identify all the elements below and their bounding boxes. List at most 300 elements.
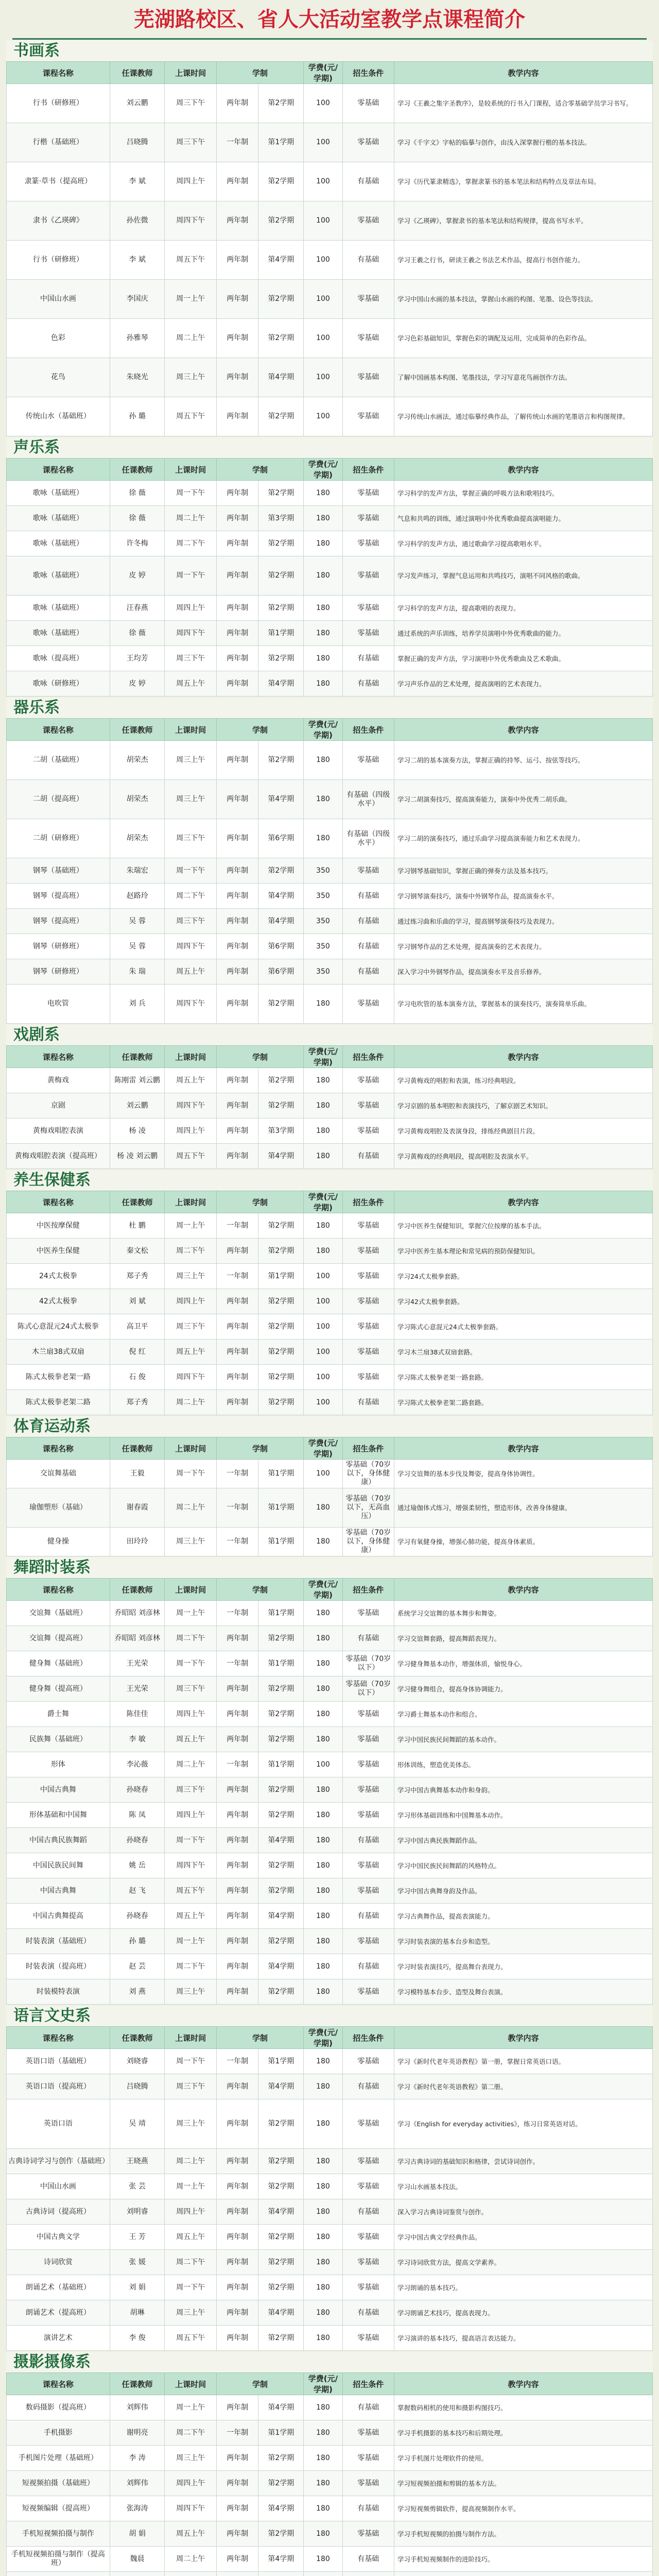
column-header: 课程名称	[7, 1437, 110, 1460]
duration: 两年制	[216, 1979, 258, 2005]
section-title: 舞蹈时装系	[6, 1557, 653, 1578]
content: 系统学习交谊舞的基本舞步和舞姿。	[394, 1601, 652, 1626]
duration: 两年制	[216, 985, 258, 1024]
column-header: 教学内容	[394, 719, 652, 741]
section-8	[6, 2352, 653, 2576]
tuition	[304, 2572, 342, 2576]
teacher: 徐 薇	[110, 481, 165, 506]
content: 学习交谊舞套路，提高舞蹈表现力。	[394, 1626, 652, 1651]
content: 学习京剧的基本唱腔和表演技巧，了解京剧艺术知识。	[394, 1093, 652, 1118]
class-time: 周二上午	[165, 1752, 216, 1777]
term: 第4学期	[258, 780, 304, 819]
table-row	[7, 1727, 653, 1752]
column-header: 学费(元/学期)	[304, 459, 342, 481]
term: 第4学期	[258, 2395, 304, 2420]
class-time: 周四下午	[165, 934, 216, 959]
course-table	[6, 1045, 653, 1169]
duration: 两年制	[216, 2174, 258, 2199]
table-row	[7, 481, 653, 506]
tuition: 180	[304, 2149, 342, 2174]
duration: 两年制	[216, 2300, 258, 2326]
class-time	[165, 2572, 216, 2576]
content: 学习形体基础训练和中国舞基本动作。	[394, 1803, 652, 1828]
requirement: 有基础	[342, 2496, 394, 2521]
table-row	[7, 1828, 653, 1853]
column-header: 教学内容	[394, 1579, 652, 1601]
duration: 两年制	[216, 2099, 258, 2149]
content: 学习中国古典舞基本动作和身韵。	[394, 1777, 652, 1803]
table-row	[7, 2572, 653, 2576]
table-row	[7, 1213, 653, 1239]
content: 气息和共鸣的训练，通过演唱中外优秀歌曲提高演唱能力。	[394, 506, 652, 531]
term: 第2学期	[258, 2275, 304, 2300]
table-header	[7, 1437, 653, 1460]
table-row	[7, 1853, 653, 1878]
requirement: 有基础	[342, 2300, 394, 2326]
duration: 两年制	[216, 1929, 258, 1954]
course-name: 英语口语（提高班）	[7, 2074, 110, 2099]
course-name: 钢琴（研修班）	[7, 934, 110, 959]
requirement: 零基础	[342, 1777, 394, 1803]
class-time: 周四上午	[165, 2471, 216, 2496]
column-header: 学制	[216, 2027, 303, 2049]
requirement: 零基础	[342, 280, 394, 319]
content: 学习黄梅戏唱腔及表演身段，排练经典剧目片段。	[394, 1118, 652, 1144]
course-name: 中国古典民族舞蹈	[7, 1828, 110, 1853]
requirement: 有基础	[342, 1144, 394, 1169]
course-name: 钢琴（提高班）	[7, 884, 110, 909]
teacher: 汪春燕	[110, 596, 165, 621]
table-row	[7, 2496, 653, 2521]
term: 第2学期	[258, 1213, 304, 1239]
duration: 两年制	[216, 2326, 258, 2351]
course-name: 手机摄影	[7, 2420, 110, 2446]
table-row	[7, 2326, 653, 2351]
course-name: 英语口语	[7, 2099, 110, 2149]
class-time: 周四下午	[165, 1093, 216, 1118]
duration: 两年制	[216, 1144, 258, 1169]
requirement: 有基础	[342, 646, 394, 671]
content: 学习24式太极拳套路。	[394, 1264, 652, 1289]
column-header: 教学内容	[394, 1046, 652, 1068]
requirement: 零基础	[342, 1803, 394, 1828]
section-title: 书画系	[6, 41, 653, 61]
duration: 一年制	[216, 1528, 258, 1556]
class-time: 周三下午	[165, 84, 216, 123]
teacher: 孙晓春	[110, 1904, 165, 1929]
term: 第2学期	[258, 985, 304, 1024]
duration: 两年制	[216, 2446, 258, 2471]
tuition: 180	[304, 596, 342, 621]
tuition: 180	[304, 1144, 342, 1169]
requirement: 零基础	[342, 84, 394, 123]
table-row	[7, 1651, 653, 1676]
teacher: 魏晨	[110, 2547, 165, 2572]
column-header: 学费(元/学期)	[304, 1579, 342, 1601]
class-time: 周三下午	[165, 123, 216, 162]
content: 学习声乐作品的艺术处理，提高演唱的艺术表现力。	[394, 671, 652, 697]
column-header: 任课教师	[110, 62, 165, 84]
teacher: 李国庆	[110, 280, 165, 319]
course-table	[6, 1437, 653, 1556]
term: 第4学期	[258, 1828, 304, 1853]
table-row	[7, 858, 653, 884]
content: 学习交谊舞的基本步伐及舞姿，提高身体协调性。	[394, 1460, 652, 1488]
class-time: 周四上午	[165, 1803, 216, 1828]
section-title: 戏剧系	[6, 1025, 653, 1045]
tuition: 180	[304, 1777, 342, 1803]
course-name: 交谊舞（基础班）	[7, 1601, 110, 1626]
content: 学习中国古典文学经典作品。	[394, 2225, 652, 2250]
content: 学习科学的发声方法，提高歌唱的表现力。	[394, 596, 652, 621]
tuition: 180	[304, 2199, 342, 2225]
duration: 两年制	[216, 1904, 258, 1929]
section-5	[6, 1416, 653, 1556]
class-time: 周三下午	[165, 2074, 216, 2099]
section-1	[6, 437, 653, 697]
tuition: 180	[304, 1626, 342, 1651]
teacher: 李 敏	[110, 1727, 165, 1752]
table-row	[7, 1340, 653, 1365]
table-header	[7, 719, 653, 741]
requirement: 零基础	[342, 1213, 394, 1239]
duration: 一年制	[216, 2420, 258, 2446]
teacher: 孙 璐	[110, 397, 165, 436]
requirement: 零基础	[342, 481, 394, 506]
column-header: 课程名称	[7, 1579, 110, 1601]
content: 学习钢琴作品的艺术处理，提高演奏的艺术表现力。	[394, 934, 652, 959]
course-name: 行书（研修班）	[7, 241, 110, 280]
duration: 两年制	[216, 280, 258, 319]
term: 第2学期	[258, 84, 304, 123]
class-time: 周四上午	[165, 1702, 216, 1727]
requirement: 有基础	[342, 671, 394, 697]
class-time: 周五上午	[165, 959, 216, 985]
content: 通过练习曲和乐曲的学习，提高钢琴演奏技巧及表现力。	[394, 909, 652, 934]
teacher: 谢明亮	[110, 2420, 165, 2446]
table-row	[7, 2547, 653, 2572]
content: 学习手机摄影的基本技巧和后期处理。	[394, 2420, 652, 2446]
table-row	[7, 1488, 653, 1528]
column-header: 招生条件	[342, 1191, 394, 1213]
term: 第1学期	[258, 621, 304, 646]
class-time: 周二下午	[165, 2250, 216, 2275]
course-name: 行书（研修班）	[7, 84, 110, 123]
course-name: 爵士舞	[7, 1702, 110, 1727]
column-header: 学费(元/学期)	[304, 1046, 342, 1068]
table-row	[7, 1676, 653, 1702]
course-table	[6, 1578, 653, 2005]
column-header: 课程名称	[7, 1046, 110, 1068]
requirement: 有基础	[342, 1626, 394, 1651]
requirement	[342, 2572, 394, 2576]
tuition: 180	[304, 1601, 342, 1626]
term: 第2学期	[258, 2225, 304, 2250]
course-name: 时装表演（提高班）	[7, 1954, 110, 1979]
tuition: 180	[304, 780, 342, 819]
duration: 一年制	[216, 1264, 258, 1289]
content: 学习《千字文》字帖的临摹与创作，由浅入深掌握行楷的基本技法。	[394, 123, 652, 162]
duration: 两年制	[216, 2521, 258, 2547]
duration: 两年制	[216, 780, 258, 819]
class-time: 周三下午	[165, 646, 216, 671]
column-header: 任课教师	[110, 1046, 165, 1068]
table-row	[7, 1068, 653, 1093]
term: 第2学期	[258, 1979, 304, 2005]
duration: 两年制	[216, 646, 258, 671]
class-time: 周五上午	[165, 2225, 216, 2250]
table-row	[7, 280, 653, 319]
duration: 两年制	[216, 506, 258, 531]
column-header: 课程名称	[7, 2373, 110, 2395]
table-row	[7, 241, 653, 280]
content: 学习木兰扇38式双扇套路。	[394, 1340, 652, 1365]
teacher: 吴 蓉	[110, 934, 165, 959]
content: 学习中国古典舞身韵及作品。	[394, 1878, 652, 1904]
content: 学习陈式心意混元24式太极拳套路。	[394, 1314, 652, 1340]
column-header: 上课时间	[165, 1191, 216, 1213]
term: 第2学期	[258, 481, 304, 506]
tuition: 180	[304, 2049, 342, 2074]
requirement: 有基础	[342, 2395, 394, 2420]
tuition: 100	[304, 1314, 342, 1340]
content: 掌握正确的发声方法，学习演唱中外优秀歌曲及艺术歌曲。	[394, 646, 652, 671]
content: 学习传统山水画法，通过临摹经典作品，了解传统山水画的笔墨语言和构图规律。	[394, 397, 652, 436]
course-table	[6, 2372, 653, 2576]
table-row	[7, 1144, 653, 1169]
teacher: 孙晓春	[110, 1777, 165, 1803]
class-time: 周三上午	[165, 2300, 216, 2326]
teacher: 胡荣杰	[110, 780, 165, 819]
content: 学习短视频剪辑软件，提高视频制作水平。	[394, 2496, 652, 2521]
table-row	[7, 1777, 653, 1803]
course-name: 陈式心意混元24式太极拳	[7, 1314, 110, 1340]
term: 第1学期	[258, 1601, 304, 1626]
course-name: 交谊舞（提高班）	[7, 1626, 110, 1651]
teacher: 谢春霞	[110, 1488, 165, 1528]
content: 学习演讲的基本技巧，提高语言表达能力。	[394, 2326, 652, 2351]
duration: 两年制	[216, 1314, 258, 1340]
table-row	[7, 2300, 653, 2326]
teacher: 刘 斌	[110, 1289, 165, 1314]
content: 学习健身舞基本动作，增强体质，愉悦身心。	[394, 1651, 652, 1676]
column-header: 学费(元/学期)	[304, 2027, 342, 2049]
requirement: 零基础	[342, 596, 394, 621]
duration: 两年制	[216, 1626, 258, 1651]
table-row	[7, 2521, 653, 2547]
class-time: 周三上午	[165, 358, 216, 397]
content: 学习中国民族民间舞蹈的风格特点。	[394, 1853, 652, 1878]
teacher: 刘晓睿	[110, 2049, 165, 2074]
tuition: 180	[304, 621, 342, 646]
requirement: 零基础	[342, 1702, 394, 1727]
teacher: 王均芳	[110, 646, 165, 671]
duration: 两年制	[216, 959, 258, 985]
table-header	[7, 1046, 653, 1068]
section-title: 器乐系	[6, 698, 653, 718]
table-row	[7, 556, 653, 596]
term: 第2学期	[258, 556, 304, 596]
tuition: 180	[304, 985, 342, 1024]
requirement: 有基础	[342, 884, 394, 909]
requirement: 有基础	[342, 2547, 394, 2572]
duration: 一年制	[216, 1460, 258, 1488]
teacher: 刘 兵	[110, 985, 165, 1024]
term: 第2学期	[258, 741, 304, 780]
content: 学习中国古典民族舞蹈作品。	[394, 1828, 652, 1853]
teacher: 刘辉伟	[110, 2471, 165, 2496]
term: 第2学期	[258, 1702, 304, 1727]
term: 第2学期	[258, 1068, 304, 1093]
column-header: 学制	[216, 1437, 303, 1460]
course-name: 花鸟	[7, 358, 110, 397]
content: 学习时装表演技巧，提高舞台表现力。	[394, 1954, 652, 1979]
course-name: 歌咏（基础班）	[7, 556, 110, 596]
requirement: 零基础	[342, 985, 394, 1024]
column-header: 学费(元/学期)	[304, 1437, 342, 1460]
requirement: 零基础	[342, 397, 394, 436]
class-time: 周三上午	[165, 1264, 216, 1289]
requirement: 零基础	[342, 2471, 394, 2496]
teacher: 皮 婷	[110, 556, 165, 596]
requirement: 有基础	[342, 1904, 394, 1929]
section-7	[6, 2006, 653, 2351]
term: 第4学期	[258, 2074, 304, 2099]
class-time: 周二上午	[165, 2547, 216, 2572]
tuition: 180	[304, 1828, 342, 1853]
teacher: 胡琳	[110, 2300, 165, 2326]
duration: 两年制	[216, 858, 258, 884]
teacher: 胡荣杰	[110, 741, 165, 780]
tuition: 100	[304, 397, 342, 436]
duration: 两年制	[216, 909, 258, 934]
content: 学习时装表演的基本台步和造型。	[394, 1929, 652, 1954]
content: 学习钢琴基础知识，掌握正确的弹奏方法及基本技巧。	[394, 858, 652, 884]
column-header: 学制	[216, 719, 303, 741]
table-row	[7, 2250, 653, 2275]
tuition: 100	[304, 241, 342, 280]
requirement: 零基础	[342, 1314, 394, 1340]
table-header	[7, 1191, 653, 1213]
content: 学习二胡的基本演奏方法，掌握正确的持琴、运弓、按弦等技巧。	[394, 741, 652, 780]
content: 学习陈式太极拳老架二路套路。	[394, 1390, 652, 1415]
course-name: 诗词欣赏	[7, 2250, 110, 2275]
table-row	[7, 319, 653, 358]
tuition: 180	[304, 1068, 342, 1093]
section-title: 摄影摄像系	[6, 2352, 653, 2372]
class-time: 周三上午	[165, 741, 216, 780]
table-header	[7, 459, 653, 481]
term: 第4学期	[258, 1954, 304, 1979]
tuition: 350	[304, 934, 342, 959]
course-name: 数码摄影（提高班）	[7, 2395, 110, 2420]
tuition: 180	[304, 2250, 342, 2275]
course-name: 黄梅戏唱腔表演（提高班）	[7, 1144, 110, 1169]
class-time: 周二下午	[165, 1239, 216, 1264]
tuition: 180	[304, 646, 342, 671]
content: 学习《王羲之集字圣教序》，是较系统的行书入门课程，适合零基础学员学习书写。	[394, 84, 652, 123]
requirement: 有基础	[342, 934, 394, 959]
duration: 两年制	[216, 481, 258, 506]
table-row	[7, 1239, 653, 1264]
column-header: 学制	[216, 1579, 303, 1601]
column-header: 学费(元/学期)	[304, 2373, 342, 2395]
content: 学习陈式太极拳老架一路套路。	[394, 1365, 652, 1390]
duration: 两年制	[216, 1777, 258, 1803]
course-name: 手机图片处理（基础班）	[7, 2446, 110, 2471]
class-time: 周四上午	[165, 1289, 216, 1314]
tuition: 180	[304, 2471, 342, 2496]
table-row	[7, 1979, 653, 2005]
requirement: 有基础	[342, 162, 394, 201]
teacher: 朱瑞宏	[110, 858, 165, 884]
teacher: 赵 芸	[110, 1954, 165, 1979]
tuition: 180	[304, 1803, 342, 1828]
table-row	[7, 1929, 653, 1954]
table-row	[7, 162, 653, 201]
tuition: 350	[304, 909, 342, 934]
table-row	[7, 1118, 653, 1144]
term: 第1学期	[258, 1528, 304, 1556]
class-time: 周三上午	[165, 2099, 216, 2149]
term: 第2学期	[258, 1878, 304, 1904]
table-row	[7, 1289, 653, 1314]
content: 学习电吹管的基本演奏方法，掌握基本的演奏技巧，演奏简单乐曲。	[394, 985, 652, 1024]
column-header: 课程名称	[7, 1191, 110, 1213]
table-row	[7, 1460, 653, 1488]
requirement: 有基础	[342, 2199, 394, 2225]
course-name	[7, 2572, 110, 2576]
term: 第3学期	[258, 506, 304, 531]
duration: 一年制	[216, 1651, 258, 1676]
tuition: 180	[304, 1676, 342, 1702]
duration	[216, 2572, 258, 2576]
table-row	[7, 1803, 653, 1828]
table-row	[7, 201, 653, 241]
class-time: 周一上午	[165, 2174, 216, 2199]
requirement: 零基础	[342, 556, 394, 596]
section-title: 体育运动系	[6, 1416, 653, 1437]
section-6	[6, 1557, 653, 2005]
content: 学习黄梅戏的唱腔和表演，练习经典唱段。	[394, 1068, 652, 1093]
column-header: 课程名称	[7, 62, 110, 84]
content: 深入学习中外钢琴作品，提高演奏水平及音乐修养。	[394, 959, 652, 985]
teacher: 乔昭昭 刘彦林	[110, 1601, 165, 1626]
column-header: 招生条件	[342, 1046, 394, 1068]
tuition: 180	[304, 531, 342, 556]
duration: 一年制	[216, 1488, 258, 1528]
course-name: 时装模特表演	[7, 1979, 110, 2005]
course-name: 24式太极拳	[7, 1264, 110, 1289]
duration: 两年制	[216, 2149, 258, 2174]
teacher: 乔昭昭 刘彦林	[110, 1626, 165, 1651]
teacher: 秦文松	[110, 1239, 165, 1264]
content: 学习中国山水画的基本技法，掌握山水画的构图、笔墨、设色等技法。	[394, 280, 652, 319]
tuition: 180	[304, 2275, 342, 2300]
term: 第6学期	[258, 819, 304, 858]
table-row	[7, 1528, 653, 1556]
course-name: 电吹管	[7, 985, 110, 1024]
column-header: 教学内容	[394, 2373, 652, 2395]
table-row	[7, 1626, 653, 1651]
term: 第4学期	[258, 671, 304, 697]
tuition: 180	[304, 2326, 342, 2351]
column-header: 招生条件	[342, 1437, 394, 1460]
duration: 两年制	[216, 2199, 258, 2225]
course-name: 传统山水（基础班）	[7, 397, 110, 436]
column-header: 课程名称	[7, 459, 110, 481]
class-time: 周四下午	[165, 1365, 216, 1390]
